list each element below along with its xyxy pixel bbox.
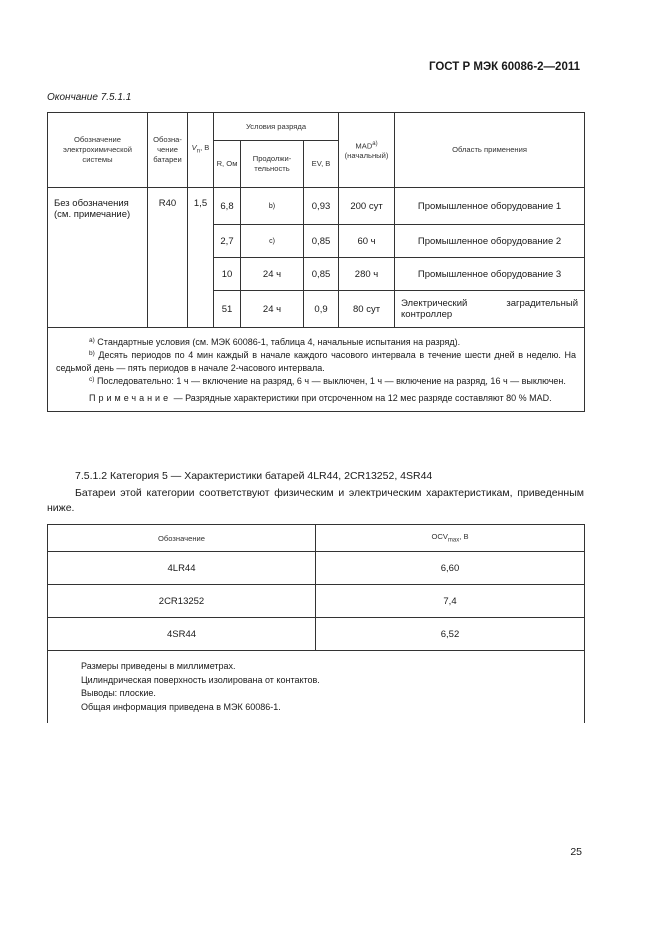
header-application: Область применения (395, 113, 585, 188)
cell-resistance: 6,8 (214, 188, 241, 225)
cell-system: Без обозначения (см. примечание) (48, 188, 148, 328)
cell-ocv: 6,60 (316, 552, 585, 585)
cell-mad: 60 ч (339, 225, 395, 258)
header-mad: MAD$^{a)}$ (начальный) (339, 113, 395, 188)
discharge-table (47, 112, 585, 412)
cell-duration: 24 ч (241, 258, 304, 291)
cell-mad: 280 ч (339, 258, 395, 291)
section-paragraph: Батареи этой категории соответствуют физическим и электрическим характеристикам, приведенным ниже. (47, 487, 584, 514)
header-resistance: R, Ом (214, 141, 241, 188)
footnote-b: $^{b)}$ Десять периодов по 4 мин каждый в начале каждого часового интервала в течение шести дней в неделю. На седьмой день — пять периодов в начале 2-часового интервала. (56, 350, 577, 373)
cell-designation: 2CR13252 (48, 585, 316, 618)
cell-ocv: 6,52 (316, 618, 585, 651)
header-end-voltage: EV, В (304, 141, 339, 188)
cell-nominal-voltage: 1,5 (188, 188, 214, 328)
ocv-table (47, 524, 585, 723)
table-note: Примечание — Разрядные характеристики при отсроченном на 12 мес разряде составляют 80 % MAD. (89, 393, 552, 403)
cell-application: Электрический заградительный контроллер (395, 291, 585, 328)
footnote-a: $^{a)}$ Стандартные условия (см. МЭК 60086-1, таблица 4, начальные испытания на разряд). (89, 337, 461, 347)
note-line: Размеры приведены в миллиметрах. (81, 661, 236, 671)
document-header: ГОСТ Р МЭК 60086-2—2011 (428, 61, 580, 73)
cell-end-voltage: 0,85 (304, 258, 339, 291)
section-title: 7.5.1.2 Категория 5 — Характеристики батарей 4LR44, 2CR13252, 4SR44 (75, 470, 433, 482)
cell-duration: c) (241, 225, 304, 258)
cell-ocv: 7,4 (316, 585, 585, 618)
cell-duration: b) (241, 188, 304, 225)
cell-end-voltage: 0,9 (304, 291, 339, 328)
cell-mad: 80 сут (339, 291, 395, 328)
cell-battery: R40 (148, 188, 188, 328)
header-designation-system: Обозначение электрохимической системы (48, 113, 148, 188)
cell-application: Промышленное оборудование 2 (395, 225, 585, 258)
header-duration: Продолжи-тельность (241, 141, 304, 188)
note-line: Общая информация приведена в МЭК 60086-1. (81, 701, 281, 712)
continuation-label: Окончание 7.5.1.1 (47, 92, 132, 103)
cell-end-voltage: 0,85 (304, 225, 339, 258)
cell-application: Промышленное оборудование 3 (395, 258, 585, 291)
note-line: Выводы: плоские. (81, 688, 156, 698)
header-battery-designation: Обозна-чение батареи (148, 113, 188, 188)
header-designation: Обозначение (48, 525, 316, 552)
cell-designation: 4SR44 (48, 618, 316, 651)
header-ocv: $OCV_{max}$, В (316, 525, 585, 552)
cell-resistance: 51 (214, 291, 241, 328)
table-notes (48, 651, 585, 723)
footnote-c: $^{c)}$ Последовательно: 1 ч — включение на разряд, 6 ч — выключен, 1 ч — включение на разряд, 16 ч — выключен. (89, 376, 566, 386)
cell-resistance: 2,7 (214, 225, 241, 258)
cell-end-voltage: 0,93 (304, 188, 339, 225)
table-footnotes (48, 328, 585, 412)
cell-duration: 24 ч (241, 291, 304, 328)
header-discharge-conditions: Условия разряда (214, 113, 339, 141)
cell-designation: 4LR44 (48, 552, 316, 585)
cell-mad: 200 сут (339, 188, 395, 225)
cell-resistance: 10 (214, 258, 241, 291)
cell-application: Промышленное оборудование 1 (395, 188, 585, 225)
page-number: 25 (570, 846, 582, 858)
note-line: Цилиндрическая поверхность изолирована от контактов. (81, 674, 320, 685)
header-nominal-voltage: $V_n$, В (188, 113, 214, 188)
